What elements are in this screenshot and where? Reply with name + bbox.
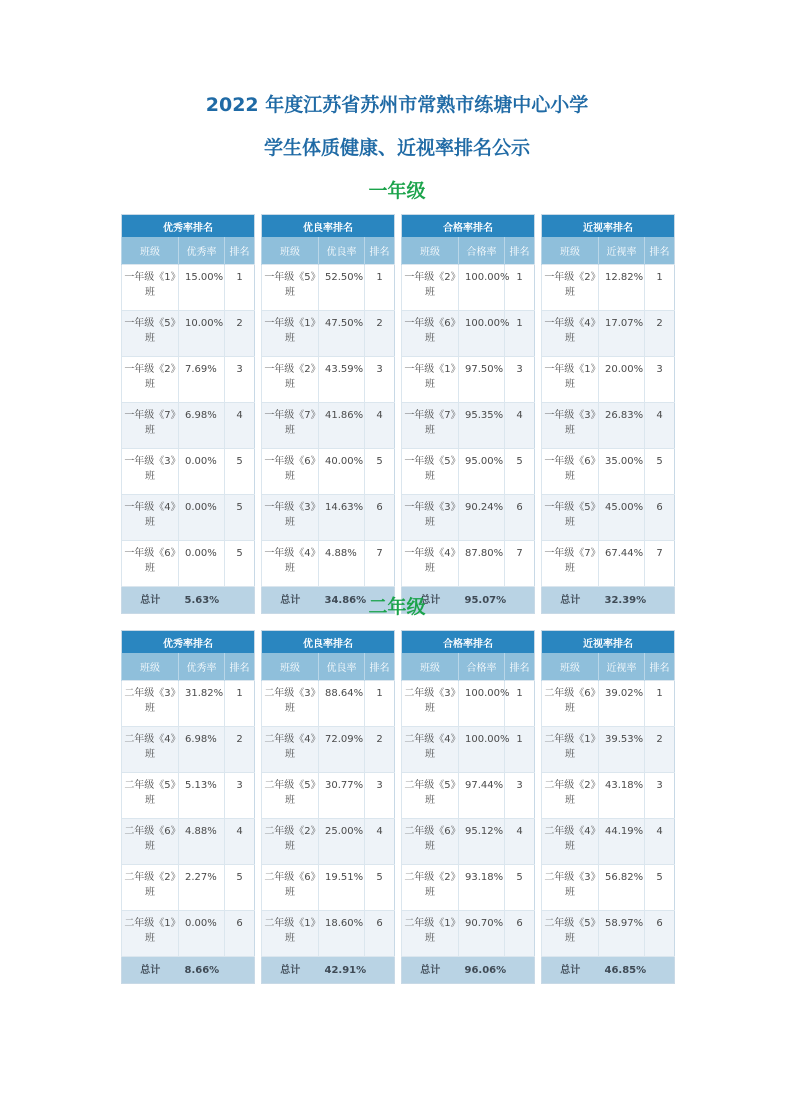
table-header-row	[262, 215, 395, 238]
class-name-cell: 二年级《1》班	[262, 911, 319, 957]
total-label: 总计	[542, 587, 599, 614]
class-name-cell: 一年级《2》班	[262, 357, 319, 403]
rank-cell: 6	[365, 911, 395, 957]
table-row	[402, 449, 535, 495]
column-header-rank: 排名	[505, 237, 535, 265]
column-header-value: 合格率	[459, 237, 505, 265]
rank-cell: 4	[365, 819, 395, 865]
rank-cell: 5	[365, 449, 395, 495]
rate-value-cell: 67.44%	[599, 541, 645, 587]
ranking-table	[401, 630, 535, 984]
table-row	[402, 541, 535, 587]
rank-cell: 4	[365, 403, 395, 449]
column-header-row	[122, 653, 255, 681]
class-name-cell: 二年级《5》班	[542, 911, 599, 957]
rate-value-cell: 100.00%	[459, 727, 505, 773]
table-row	[262, 357, 395, 403]
total-label: 总计	[122, 957, 179, 984]
table-title: 优秀率排名	[122, 631, 255, 654]
table-title: 优良率排名	[262, 215, 395, 238]
ranking-table	[261, 214, 395, 614]
total-row	[262, 957, 395, 984]
table-header-row	[542, 631, 675, 654]
class-name-cell: 一年级《6》班	[542, 449, 599, 495]
class-name-cell: 二年级《2》班	[402, 865, 459, 911]
class-name-cell: 一年级《2》班	[122, 357, 179, 403]
rate-value-cell: 17.07%	[599, 311, 645, 357]
class-name-cell: 二年级《6》班	[542, 681, 599, 727]
class-name-cell: 二年级《5》班	[122, 773, 179, 819]
class-name-cell: 一年级《5》班	[262, 265, 319, 311]
rank-cell: 6	[645, 911, 675, 957]
rank-cell: 5	[225, 495, 255, 541]
rank-cell: 1	[365, 681, 395, 727]
rank-cell: 1	[505, 727, 535, 773]
class-name-cell: 二年级《6》班	[262, 865, 319, 911]
grade-heading: 一年级	[368, 180, 426, 202]
rank-cell: 1	[645, 265, 675, 311]
table-header-row	[262, 631, 395, 654]
table-row	[542, 911, 675, 957]
grade-1-tables	[121, 214, 675, 614]
rate-value-cell: 12.82%	[599, 265, 645, 311]
column-header-row	[122, 237, 255, 265]
rank-cell: 2	[645, 727, 675, 773]
rank-cell: 5	[505, 865, 535, 911]
rank-cell: 2	[645, 311, 675, 357]
rank-cell: 5	[225, 541, 255, 587]
rate-value-cell: 72.09%	[319, 727, 365, 773]
table-header-row	[122, 631, 255, 654]
table-row	[122, 681, 255, 727]
class-name-cell: 一年级《4》班	[122, 495, 179, 541]
rate-value-cell: 44.19%	[599, 819, 645, 865]
table-row	[402, 495, 535, 541]
rate-value-cell: 35.00%	[599, 449, 645, 495]
table-row	[542, 727, 675, 773]
column-header-value: 优良率	[319, 653, 365, 681]
rate-value-cell: 0.00%	[179, 449, 225, 495]
table-title: 优秀率排名	[122, 215, 255, 238]
column-header-value: 近视率	[599, 653, 645, 681]
table-row	[262, 911, 395, 957]
column-header-value: 优秀率	[179, 653, 225, 681]
class-name-cell: 一年级《6》班	[122, 541, 179, 587]
table-row	[122, 357, 255, 403]
rank-cell: 4	[505, 403, 535, 449]
table-row	[122, 541, 255, 587]
rank-cell: 1	[645, 681, 675, 727]
column-header-class: 班级	[402, 653, 459, 681]
class-name-cell: 二年级《3》班	[262, 681, 319, 727]
table-row	[262, 311, 395, 357]
class-name-cell: 一年级《5》班	[402, 449, 459, 495]
table-row	[122, 865, 255, 911]
table-header-row	[542, 215, 675, 238]
rank-cell: 2	[365, 311, 395, 357]
class-name-cell: 二年级《3》班	[402, 681, 459, 727]
column-header-row	[542, 237, 675, 265]
total-label: 总计	[262, 957, 319, 984]
class-name-cell: 一年级《1》班	[122, 265, 179, 311]
rate-value-cell: 14.63%	[319, 495, 365, 541]
total-value: 34.86%	[319, 587, 365, 614]
class-name-cell: 二年级《6》班	[402, 819, 459, 865]
table-row	[262, 681, 395, 727]
rank-cell: 4	[645, 819, 675, 865]
rate-value-cell: 2.27%	[179, 865, 225, 911]
column-header-class: 班级	[402, 237, 459, 265]
rank-cell: 6	[365, 495, 395, 541]
class-name-cell: 一年级《1》班	[542, 357, 599, 403]
rank-cell: 1	[225, 681, 255, 727]
table-row	[262, 541, 395, 587]
class-name-cell: 二年级《1》班	[122, 911, 179, 957]
table-title: 近视率排名	[542, 631, 675, 654]
rate-value-cell: 39.53%	[599, 727, 645, 773]
ranking-table	[541, 214, 675, 614]
rank-cell: 5	[225, 865, 255, 911]
total-row	[122, 957, 255, 984]
class-name-cell: 二年级《6》班	[122, 819, 179, 865]
total-empty-cell	[645, 957, 675, 984]
rank-cell: 7	[505, 541, 535, 587]
table-row	[542, 541, 675, 587]
table-row	[402, 911, 535, 957]
total-label: 总计	[542, 957, 599, 984]
table-row	[122, 311, 255, 357]
ranking-table	[401, 214, 535, 614]
total-row	[402, 957, 535, 984]
rank-cell: 7	[365, 541, 395, 587]
table-header-row	[402, 215, 535, 238]
rank-cell: 2	[225, 727, 255, 773]
rate-value-cell: 19.51%	[319, 865, 365, 911]
class-name-cell: 一年级《3》班	[262, 495, 319, 541]
rate-value-cell: 39.02%	[599, 681, 645, 727]
rank-cell: 3	[645, 357, 675, 403]
table-row	[262, 865, 395, 911]
rate-value-cell: 5.13%	[179, 773, 225, 819]
table-row	[402, 357, 535, 403]
column-header-row	[402, 237, 535, 265]
grade-heading: 二年级	[368, 596, 426, 618]
rate-value-cell: 40.00%	[319, 449, 365, 495]
rate-value-cell: 95.12%	[459, 819, 505, 865]
table-row	[122, 449, 255, 495]
table-row	[262, 265, 395, 311]
class-name-cell: 一年级《4》班	[542, 311, 599, 357]
class-name-cell: 一年级《2》班	[542, 265, 599, 311]
column-header-rank: 排名	[365, 237, 395, 265]
rank-cell: 5	[505, 449, 535, 495]
table-row	[402, 773, 535, 819]
table-row	[402, 311, 535, 357]
rank-cell: 1	[505, 311, 535, 357]
column-header-value: 近视率	[599, 237, 645, 265]
class-name-cell: 二年级《2》班	[542, 773, 599, 819]
table-header-row	[122, 215, 255, 238]
rate-value-cell: 0.00%	[179, 911, 225, 957]
rank-cell: 2	[365, 727, 395, 773]
table-row	[542, 265, 675, 311]
rate-value-cell: 30.77%	[319, 773, 365, 819]
column-header-row	[262, 237, 395, 265]
rank-cell: 1	[505, 681, 535, 727]
rate-value-cell: 18.60%	[319, 911, 365, 957]
rank-cell: 5	[225, 449, 255, 495]
table-row	[262, 773, 395, 819]
class-name-cell: 一年级《2》班	[402, 265, 459, 311]
ranking-table	[541, 630, 675, 984]
column-header-rank: 排名	[645, 237, 675, 265]
table-row	[122, 403, 255, 449]
document-title: 2022 年度江苏省苏州市常熟市练塘中心小学	[205, 94, 589, 116]
rank-cell: 6	[505, 911, 535, 957]
rate-value-cell: 26.83%	[599, 403, 645, 449]
rank-cell: 3	[505, 773, 535, 819]
table-row	[262, 819, 395, 865]
column-header-value: 优良率	[319, 237, 365, 265]
table-row	[122, 911, 255, 957]
table-row	[402, 865, 535, 911]
class-name-cell: 一年级《1》班	[402, 357, 459, 403]
rank-cell: 3	[645, 773, 675, 819]
table-row	[262, 449, 395, 495]
column-header-rank: 排名	[505, 653, 535, 681]
class-name-cell: 二年级《1》班	[542, 727, 599, 773]
table-row	[122, 773, 255, 819]
table-row	[402, 819, 535, 865]
class-name-cell: 一年级《1》班	[262, 311, 319, 357]
table-row	[542, 865, 675, 911]
column-header-row	[262, 653, 395, 681]
rank-cell: 6	[645, 495, 675, 541]
document-subtitle: 学生体质健康、近视率排名公示	[263, 137, 530, 159]
rate-value-cell: 31.82%	[179, 681, 225, 727]
rank-cell: 5	[645, 865, 675, 911]
class-name-cell: 二年级《2》班	[262, 819, 319, 865]
column-header-value: 优秀率	[179, 237, 225, 265]
class-name-cell: 一年级《3》班	[542, 403, 599, 449]
rate-value-cell: 95.00%	[459, 449, 505, 495]
rank-cell: 4	[225, 403, 255, 449]
table-row	[542, 773, 675, 819]
column-header-class: 班级	[122, 237, 179, 265]
rate-value-cell: 97.44%	[459, 773, 505, 819]
total-empty-cell	[225, 957, 255, 984]
rate-value-cell: 93.18%	[459, 865, 505, 911]
rank-cell: 2	[225, 311, 255, 357]
rank-cell: 6	[505, 495, 535, 541]
column-header-class: 班级	[122, 653, 179, 681]
rate-value-cell: 43.59%	[319, 357, 365, 403]
ranking-table	[261, 630, 395, 984]
rate-value-cell: 6.98%	[179, 403, 225, 449]
table-title: 合格率排名	[402, 215, 535, 238]
rate-value-cell: 45.00%	[599, 495, 645, 541]
rank-cell: 3	[225, 357, 255, 403]
table-row	[122, 727, 255, 773]
table-row	[542, 819, 675, 865]
rank-cell: 4	[225, 819, 255, 865]
class-name-cell: 一年级《3》班	[402, 495, 459, 541]
table-row	[542, 495, 675, 541]
rank-cell: 5	[365, 865, 395, 911]
rank-cell: 3	[225, 773, 255, 819]
class-name-cell: 二年级《4》班	[542, 819, 599, 865]
rank-cell: 3	[365, 773, 395, 819]
total-value: 95.07%	[459, 587, 505, 614]
table-row	[122, 265, 255, 311]
total-value: 32.39%	[599, 587, 645, 614]
class-name-cell: 一年级《5》班	[122, 311, 179, 357]
rate-value-cell: 6.98%	[179, 727, 225, 773]
class-name-cell: 一年级《7》班	[542, 541, 599, 587]
ranking-table	[121, 214, 255, 614]
total-label: 总计	[402, 587, 459, 614]
rate-value-cell: 20.00%	[599, 357, 645, 403]
column-header-class: 班级	[262, 237, 319, 265]
rank-cell: 1	[505, 265, 535, 311]
table-row	[542, 449, 675, 495]
rank-cell: 3	[365, 357, 395, 403]
class-name-cell: 二年级《4》班	[122, 727, 179, 773]
class-name-cell: 二年级《4》班	[262, 727, 319, 773]
column-header-class: 班级	[542, 237, 599, 265]
rank-cell: 7	[645, 541, 675, 587]
column-header-rank: 排名	[225, 237, 255, 265]
total-value: 96.06%	[459, 957, 505, 984]
class-name-cell: 一年级《4》班	[262, 541, 319, 587]
class-name-cell: 一年级《7》班	[122, 403, 179, 449]
table-row	[402, 727, 535, 773]
total-label: 总计	[122, 587, 179, 614]
rate-value-cell: 47.50%	[319, 311, 365, 357]
rank-cell: 5	[645, 449, 675, 495]
class-name-cell: 二年级《5》班	[402, 773, 459, 819]
column-header-value: 合格率	[459, 653, 505, 681]
table-title: 近视率排名	[542, 215, 675, 238]
total-value: 5.63%	[179, 587, 225, 614]
table-row	[542, 357, 675, 403]
rate-value-cell: 0.00%	[179, 541, 225, 587]
table-title: 优良率排名	[262, 631, 395, 654]
class-name-cell: 一年级《6》班	[402, 311, 459, 357]
total-label: 总计	[262, 587, 319, 614]
rate-value-cell: 88.64%	[319, 681, 365, 727]
rank-cell: 1	[365, 265, 395, 311]
rate-value-cell: 52.50%	[319, 265, 365, 311]
column-header-class: 班级	[262, 653, 319, 681]
rate-value-cell: 0.00%	[179, 495, 225, 541]
table-row	[542, 681, 675, 727]
rate-value-cell: 41.86%	[319, 403, 365, 449]
total-empty-cell	[505, 957, 535, 984]
table-title: 合格率排名	[402, 631, 535, 654]
table-row	[122, 495, 255, 541]
table-row	[262, 495, 395, 541]
rate-value-cell: 100.00%	[459, 265, 505, 311]
rank-cell: 3	[505, 357, 535, 403]
class-name-cell: 一年级《6》班	[262, 449, 319, 495]
class-name-cell: 一年级《3》班	[122, 449, 179, 495]
table-row	[262, 403, 395, 449]
rank-cell: 6	[225, 911, 255, 957]
total-row	[542, 957, 675, 984]
class-name-cell: 一年级《5》班	[542, 495, 599, 541]
class-name-cell: 二年级《4》班	[402, 727, 459, 773]
column-header-rank: 排名	[365, 653, 395, 681]
class-name-cell: 一年级《4》班	[402, 541, 459, 587]
rank-cell: 4	[505, 819, 535, 865]
column-header-row	[542, 653, 675, 681]
table-row	[402, 681, 535, 727]
rate-value-cell: 25.00%	[319, 819, 365, 865]
table-row	[262, 727, 395, 773]
table-row	[402, 403, 535, 449]
rate-value-cell: 97.50%	[459, 357, 505, 403]
total-empty-cell	[365, 957, 395, 984]
class-name-cell: 二年级《3》班	[122, 681, 179, 727]
rate-value-cell: 100.00%	[459, 311, 505, 357]
class-name-cell: 二年级《1》班	[402, 911, 459, 957]
table-header-row	[402, 631, 535, 654]
rate-value-cell: 7.69%	[179, 357, 225, 403]
rate-value-cell: 15.00%	[179, 265, 225, 311]
rate-value-cell: 4.88%	[319, 541, 365, 587]
rank-cell: 1	[225, 265, 255, 311]
rate-value-cell: 58.97%	[599, 911, 645, 957]
table-row	[542, 403, 675, 449]
class-name-cell: 二年级《5》班	[262, 773, 319, 819]
rate-value-cell: 90.24%	[459, 495, 505, 541]
column-header-rank: 排名	[225, 653, 255, 681]
grade-2-tables	[121, 630, 675, 984]
rate-value-cell: 43.18%	[599, 773, 645, 819]
rate-value-cell: 100.00%	[459, 681, 505, 727]
class-name-cell: 一年级《7》班	[262, 403, 319, 449]
column-header-rank: 排名	[645, 653, 675, 681]
table-row	[402, 265, 535, 311]
ranking-table	[121, 630, 255, 984]
total-value: 46.85%	[599, 957, 645, 984]
rank-cell: 4	[645, 403, 675, 449]
rate-value-cell: 95.35%	[459, 403, 505, 449]
total-label: 总计	[402, 957, 459, 984]
class-name-cell: 二年级《3》班	[542, 865, 599, 911]
rate-value-cell: 4.88%	[179, 819, 225, 865]
rate-value-cell: 90.70%	[459, 911, 505, 957]
table-row	[542, 311, 675, 357]
rate-value-cell: 10.00%	[179, 311, 225, 357]
total-value: 8.66%	[179, 957, 225, 984]
rate-value-cell: 56.82%	[599, 865, 645, 911]
class-name-cell: 二年级《2》班	[122, 865, 179, 911]
column-header-class: 班级	[542, 653, 599, 681]
column-header-row	[402, 653, 535, 681]
table-row	[122, 819, 255, 865]
class-name-cell: 一年级《7》班	[402, 403, 459, 449]
total-value: 42.91%	[319, 957, 365, 984]
rate-value-cell: 87.80%	[459, 541, 505, 587]
